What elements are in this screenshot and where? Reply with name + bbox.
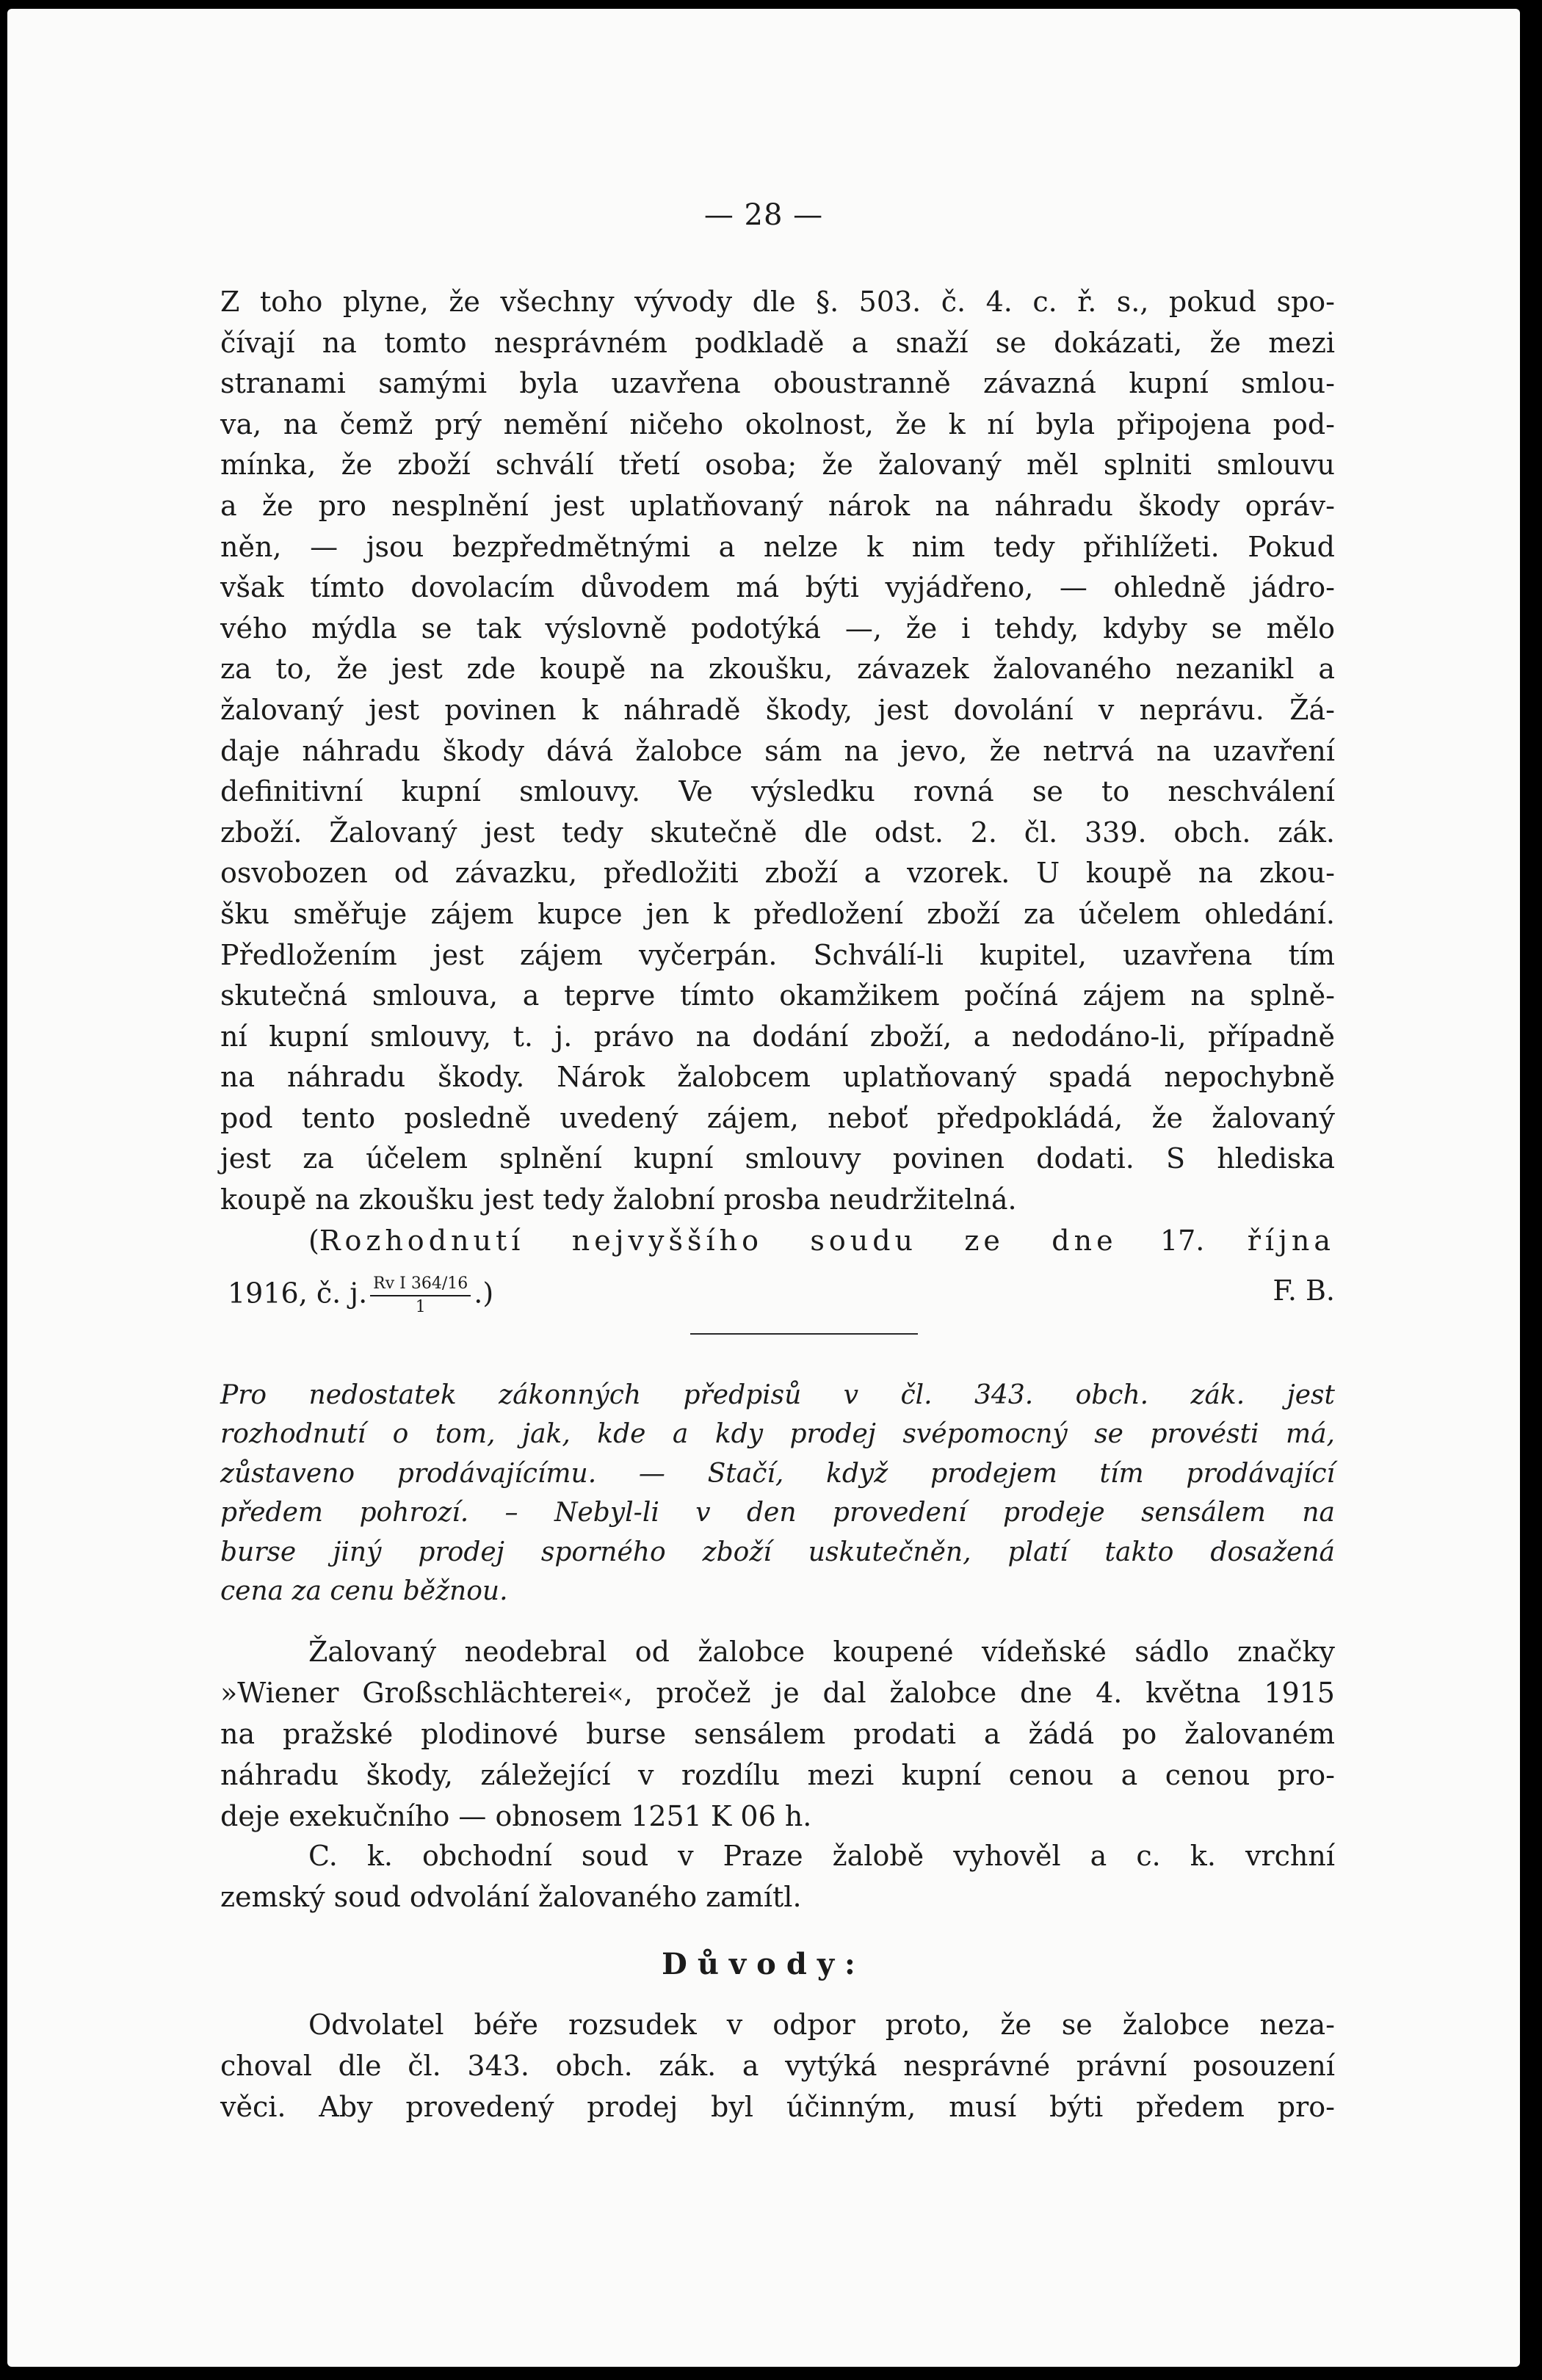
case-number-numerator: Rv I 364/16	[370, 1274, 471, 1296]
text-line: skutečná smlouva, a teprve tímto okamžikem počíná zájem na splně-	[220, 979, 1335, 1012]
case-number-fraction	[370, 1274, 471, 1317]
text-line: na pražské plodinové burse sensálem prodati a žádá po žalovaném	[220, 1718, 1335, 1750]
text-line: deje exekučního — obnosem 1251 K 06 h.	[220, 1800, 812, 1832]
headnote-summary	[220, 1376, 1335, 1611]
paragraph-lower-courts	[220, 1835, 1335, 1918]
text-line: žalovaný jest povinen k náhradě škody, jest dovolání v neprávu. Žá-	[220, 693, 1335, 726]
text-line: náhradu škody, záležející v rozdílu mezi kupní cenou a cenou pro-	[220, 1759, 1335, 1791]
decision-court: Rozhodnutí nejvyššího soudu ze dne	[319, 1224, 1118, 1257]
text-line: zboží. Žalovaný jest tedy skutečně dle odst. 2. čl. 339. obch. zák.	[220, 816, 1335, 849]
paragraph-facts	[220, 1631, 1335, 1837]
case-number-denominator: 1	[415, 1298, 426, 1316]
text-line: něn, — jsou bezpředmětnými a nelze k nim tedy přihlížeti. Pokud	[220, 530, 1335, 563]
text-line: zemský soud odvolání žalovaného zamítl.	[220, 1881, 802, 1913]
text-line: va, na čemž prý nemění ničeho okolnost, že k ní byla připojena pod-	[220, 407, 1335, 440]
case-year: 1916, č. j.	[228, 1277, 368, 1310]
text-line: Předložením jest zájem vyčerpán. Schválí-li kupitel, uzavřena tím	[220, 938, 1335, 971]
text-line: předem pohrozí. – Nebyl-li v den provedení prodeje sensálem na	[220, 1498, 1335, 1528]
decision-date: 17.	[1117, 1224, 1248, 1257]
author-initials: F. B.	[1273, 1274, 1335, 1307]
text-line: ní kupní smlouvy, t. j. právo na dodání zboží, a nedodáno-li, případně	[220, 1020, 1335, 1053]
text-line: Pro nedostatek zákonných předpisů v čl. 343. obch. zák. jest	[220, 1380, 1335, 1410]
text-line: burse jiný prodej sporného zboží uskutečněn, platí takto dosažená	[220, 1537, 1335, 1567]
text-line: definitivní kupní smlouvy. Ve výsledku rovná se to neschválení	[220, 775, 1335, 808]
text-line: koupě na zkoušku jest tedy žalobní prosba neudržitelná.	[220, 1183, 1017, 1216]
section-heading: Důvody:	[662, 1947, 866, 1981]
text-line: C. k. obchodní soud v Praze žalobě vyhověl a c. k. vrchní	[308, 1840, 1335, 1872]
text-line: zůstaveno prodávajícímu. — Stačí, když prodejem tím prodávající	[220, 1458, 1335, 1489]
case-close: .)	[474, 1277, 494, 1310]
text-line: šku směřuje zájem kupce jen k předložení zboží za účelem ohledání.	[220, 897, 1335, 930]
text-line: Z toho plyne, že všechny vývody dle §. 503. č. 4. c. ř. s., pokud spo-	[220, 286, 1335, 318]
text-line: »Wiener Großschlächterei«, pročež je dal žalobce dne 4. května 1915	[220, 1677, 1335, 1709]
text-line: Žalovaný neodebral od žalobce koupené vídeňské sádlo značky	[308, 1636, 1335, 1668]
text-line: mínka, že zboží schválí třetí osoba; že žalovaný měl splniti smlouvu	[220, 449, 1335, 482]
text-line: cena za cenu běžnou.	[220, 1576, 508, 1607]
book-page	[7, 9, 1520, 2367]
citation-row	[220, 1266, 1335, 1317]
text-line: rozhodnutí o tom, jak, kde a kdy prodej svépomocný se provésti má,	[220, 1419, 1335, 1450]
text-line: vého mýdla se tak výslovně podotýká —, že i tehdy, kdyby se mělo	[220, 612, 1335, 645]
paragraph-reasons	[220, 2004, 1335, 2127]
text-line: věci. Aby provedený prodej byl účinným, musí býti předem pro-	[220, 2091, 1335, 2123]
decision-month: října	[1247, 1224, 1335, 1257]
section-divider	[690, 1333, 918, 1335]
text-line: na náhradu škody. Nárok žalobcem uplatňovaný spadá nepochybně	[220, 1061, 1335, 1094]
decision-open-paren: (	[308, 1224, 319, 1257]
text-line: za to, že jest zde koupě na zkoušku, závazek žalovaného nezanikl a	[220, 653, 1335, 686]
text-line: choval dle čl. 343. obch. zák. a vytýká nesprávné právní posouzení	[220, 2050, 1335, 2082]
text-line: stranami samými byla uzavřena oboustranně závazná kupní smlou-	[220, 367, 1335, 400]
paragraph-1	[220, 282, 1335, 1261]
text-line: a že pro nesplnění jest uplatňovaný nárok na náhradu škody opráv-	[220, 489, 1335, 522]
text-line: však tímto dovolacím důvodem má býti vyjádřeno, — ohledně jádro-	[220, 571, 1335, 604]
page-number: — 28 —	[703, 198, 824, 232]
text-line: jest za účelem splnění kupní smlouvy povinen dodati. S hlediska	[220, 1142, 1335, 1175]
text-line: čívají na tomto nesprávném podkladě a snaží se dokázati, že mezi	[220, 326, 1335, 359]
text-line: daje náhradu škody dává žalobce sám na jevo, že netrvá na uzavření	[220, 734, 1335, 767]
case-reference	[228, 1274, 493, 1317]
text-line: pod tento posledně uvedený zájem, neboť předpokládá, že žalovaný	[220, 1101, 1335, 1134]
decision-line	[220, 1221, 1335, 1262]
text-line: osvobozen od závazku, předložiti zboží a vzorek. U koupě na zkou-	[220, 857, 1335, 890]
text-line: Odvolatel béře rozsudek v odpor proto, že se žalobce neza-	[308, 2009, 1335, 2041]
